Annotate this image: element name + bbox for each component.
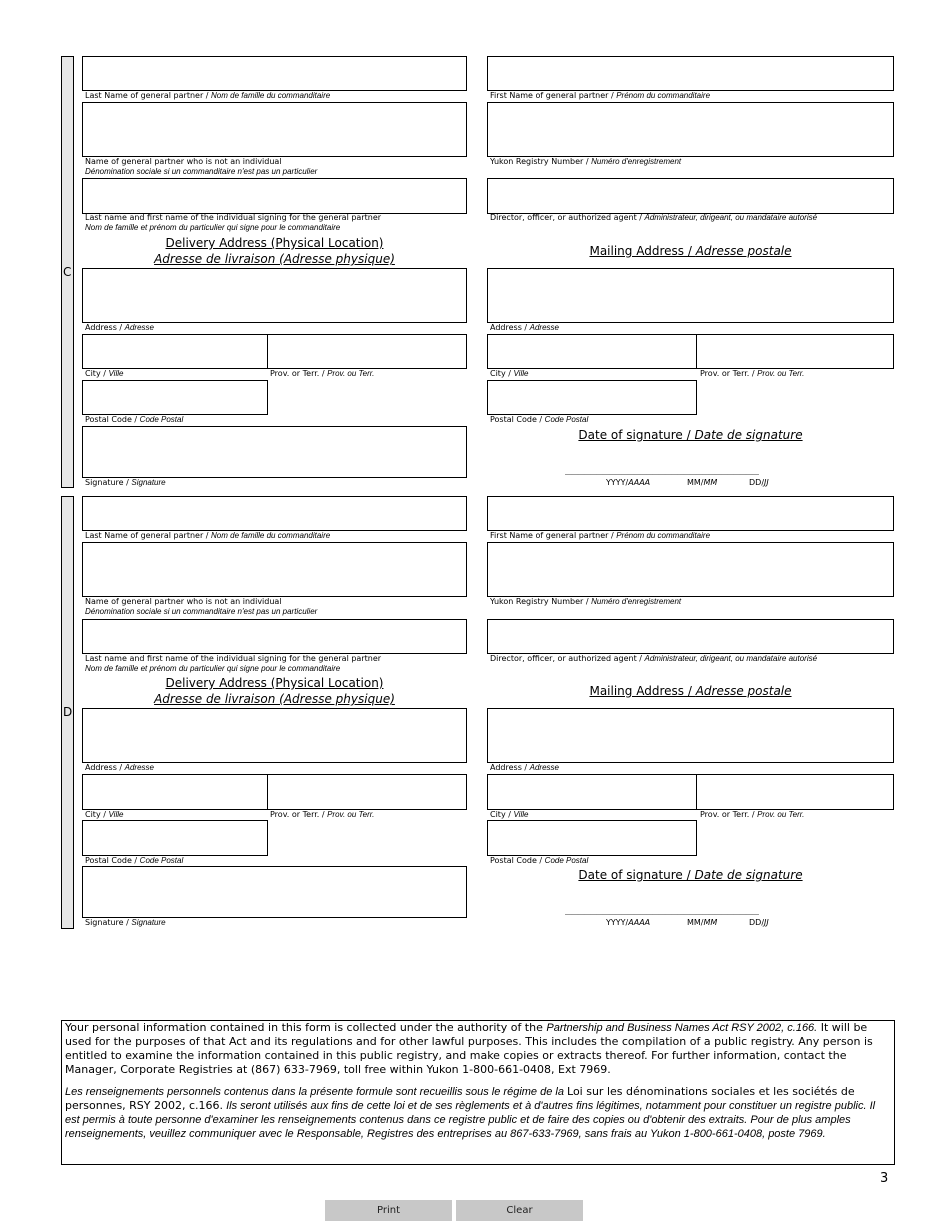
d-date-yyyy: YYYY/AAAA [606, 918, 651, 927]
d-first-name-label: First Name of general partner / Prénom du commanditaire [490, 531, 711, 540]
page-number: 3 [880, 1171, 889, 1186]
c-signer-name-label: Last name and first name of the individual signing for the general partner Nom de famille et prénom du particulier qui signe pour le commanditaire [85, 213, 382, 232]
section-d-letter: D [63, 705, 73, 719]
d-mailing-prov-input[interactable] [696, 774, 894, 810]
d-mailing-address-label: Address / Adresse [490, 763, 559, 772]
c-last-name-input[interactable] [82, 56, 467, 91]
c-mailing-address-label: Address / Adresse [490, 323, 559, 332]
d-mailing-city-label: City / Ville [490, 810, 529, 819]
c-mailing-postal-input[interactable] [487, 380, 697, 415]
d-mailing-postal-label: Postal Code / Code Postal [490, 856, 589, 865]
c-delivery-address-label: Address / Adresse [85, 323, 154, 332]
d-mailing-heading: Mailing Address / Adresse postale [589, 684, 792, 698]
c-mailing-heading: Mailing Address / Adresse postale [589, 244, 792, 258]
d-signer-name-input[interactable] [82, 619, 467, 654]
d-director-label: Director, officer, or authorized agent / Administrateur, dirigeant, ou mandataire autorisé [490, 654, 818, 663]
c-delivery-prov-input[interactable] [267, 334, 467, 369]
d-date-heading: Date of signature / Date de signature [578, 868, 803, 882]
d-mailing-prov-label: Prov. or Terr. / Prov. ou Terr. [700, 810, 805, 819]
privacy-english: Your personal information contained in this form is collected under the authority of the Partnership and Business Names Act RSY 2002, c.166. It will be used for the purposes of that Act and its regulations and for other lawful purposes. This includes the compilation of a public registry. Any person is entitled to examine the information contained in this public registry, and make copies or extracts thereof. For further information, contact the Manager, Corporate Registries at (867) 633-7969, toll free within Yukon 1-800-661-0408, Ext 7969. [65, 1021, 873, 1076]
c-date-dd: DD/JJ [749, 478, 769, 487]
c-signature-label: Signature / Signature [85, 478, 166, 487]
d-date-input[interactable]: _______________________________ [565, 901, 758, 915]
c-mailing-city-label: City / Ville [490, 369, 529, 378]
d-last-name-input[interactable] [82, 496, 467, 531]
c-delivery-heading: Delivery Address (Physical Location) Adresse de livraison (Adresse physique) [154, 236, 395, 266]
c-mailing-postal-label: Postal Code / Code Postal [490, 415, 589, 424]
c-signer-name-input[interactable] [82, 178, 467, 214]
privacy-notice [61, 1020, 895, 1165]
d-signer-name-label: Last name and first name of the individual signing for the general partner Nom de famille et prénom du particulier qui signe pour le commanditaire [85, 654, 382, 673]
section-c-letter: C [63, 265, 72, 279]
d-delivery-city-label: City / Ville [85, 810, 124, 819]
c-mailing-prov-label: Prov. or Terr. / Prov. ou Terr. [700, 369, 805, 378]
c-registry-number-input[interactable] [487, 102, 894, 157]
c-director-label: Director, officer, or authorized agent / Administrateur, dirigeant, ou mandataire autorisé [490, 213, 818, 222]
privacy-french: Les renseignements personnels contenus dans la présente formule sont recueillis sous le régime de la Loi sur les dénominations sociales et les sociétés de personnes, RSY 2002, c.166. Ils seront utilisés aux fins de cette loi et de ses règlements et à d'autres fins légitimes, notamment pour constituer un registre public. Il est permis à toute personne d'examiner les renseignements contenus dans ce registre public et de faire des copies ou d'obtenir des extraits. Pour de plus amples renseignements, veuillez communiquer avec le Responsable, Registres des entreprises au 867-633-7969, sans frais au Yukon 1-800-661-0408, poste 7969. [65, 1085, 876, 1140]
d-registry-number-label: Yukon Registry Number / Numéro d'enregistrement [490, 597, 682, 606]
d-registry-number-input[interactable] [487, 542, 894, 597]
c-signature-input[interactable] [82, 426, 467, 478]
d-delivery-address-input[interactable] [82, 708, 467, 763]
d-delivery-address-label: Address / Adresse [85, 763, 154, 772]
c-last-name-label: Last Name of general partner / Nom de famille du commanditaire [85, 91, 331, 100]
c-delivery-postal-label: Postal Code / Code Postal [85, 415, 184, 424]
d-mailing-address-input[interactable] [487, 708, 894, 763]
d-non-individual-input[interactable] [82, 542, 467, 597]
d-last-name-label: Last Name of general partner / Nom de famille du commanditaire [85, 531, 331, 540]
c-mailing-city-input[interactable] [487, 334, 697, 369]
d-non-individual-label: Name of general partner who is not an individual Dénomination sociale si un commanditaire n'est pas un particulier [85, 597, 318, 616]
c-non-individual-label: Name of general partner who is not an individual Dénomination sociale si un commanditaire n'est pas un particulier [85, 157, 318, 176]
c-director-input[interactable] [487, 178, 894, 214]
c-delivery-postal-input[interactable] [82, 380, 268, 415]
c-date-mm: MM/MM [687, 478, 718, 487]
d-date-dd: DD/JJ [749, 918, 769, 927]
c-first-name-input[interactable] [487, 56, 894, 91]
c-delivery-city-label: City / Ville [85, 369, 124, 378]
c-delivery-prov-label: Prov. or Terr. / Prov. ou Terr. [270, 369, 375, 378]
c-delivery-city-input[interactable] [82, 334, 268, 369]
d-signature-input[interactable] [82, 866, 467, 918]
c-mailing-prov-input[interactable] [696, 334, 894, 369]
d-delivery-heading: Delivery Address (Physical Location) Adresse de livraison (Adresse physique) [154, 676, 395, 706]
d-delivery-prov-input[interactable] [267, 774, 467, 810]
c-first-name-label: First Name of general partner / Prénom du commanditaire [490, 91, 711, 100]
c-non-individual-input[interactable] [82, 102, 467, 157]
d-delivery-postal-input[interactable] [82, 820, 268, 856]
d-delivery-city-input[interactable] [82, 774, 268, 810]
c-delivery-address-input[interactable] [82, 268, 467, 323]
d-first-name-input[interactable] [487, 496, 894, 531]
d-mailing-city-input[interactable] [487, 774, 697, 810]
d-date-mm: MM/MM [687, 918, 718, 927]
d-delivery-prov-label: Prov. or Terr. / Prov. ou Terr. [270, 810, 375, 819]
d-director-input[interactable] [487, 619, 894, 654]
c-registry-number-label: Yukon Registry Number / Numéro d'enregistrement [490, 157, 682, 166]
c-date-yyyy: YYYY/AAAA [606, 478, 651, 487]
c-mailing-address-input[interactable] [487, 268, 894, 323]
d-signature-label: Signature / Signature [85, 918, 166, 927]
clear-button[interactable]: Clear [456, 1200, 583, 1221]
d-mailing-postal-input[interactable] [487, 820, 697, 856]
print-button[interactable]: Print [325, 1200, 452, 1221]
c-date-heading: Date of signature / Date de signature [578, 428, 803, 442]
c-date-input[interactable]: _______________________________ [565, 461, 758, 475]
d-delivery-postal-label: Postal Code / Code Postal [85, 856, 184, 865]
